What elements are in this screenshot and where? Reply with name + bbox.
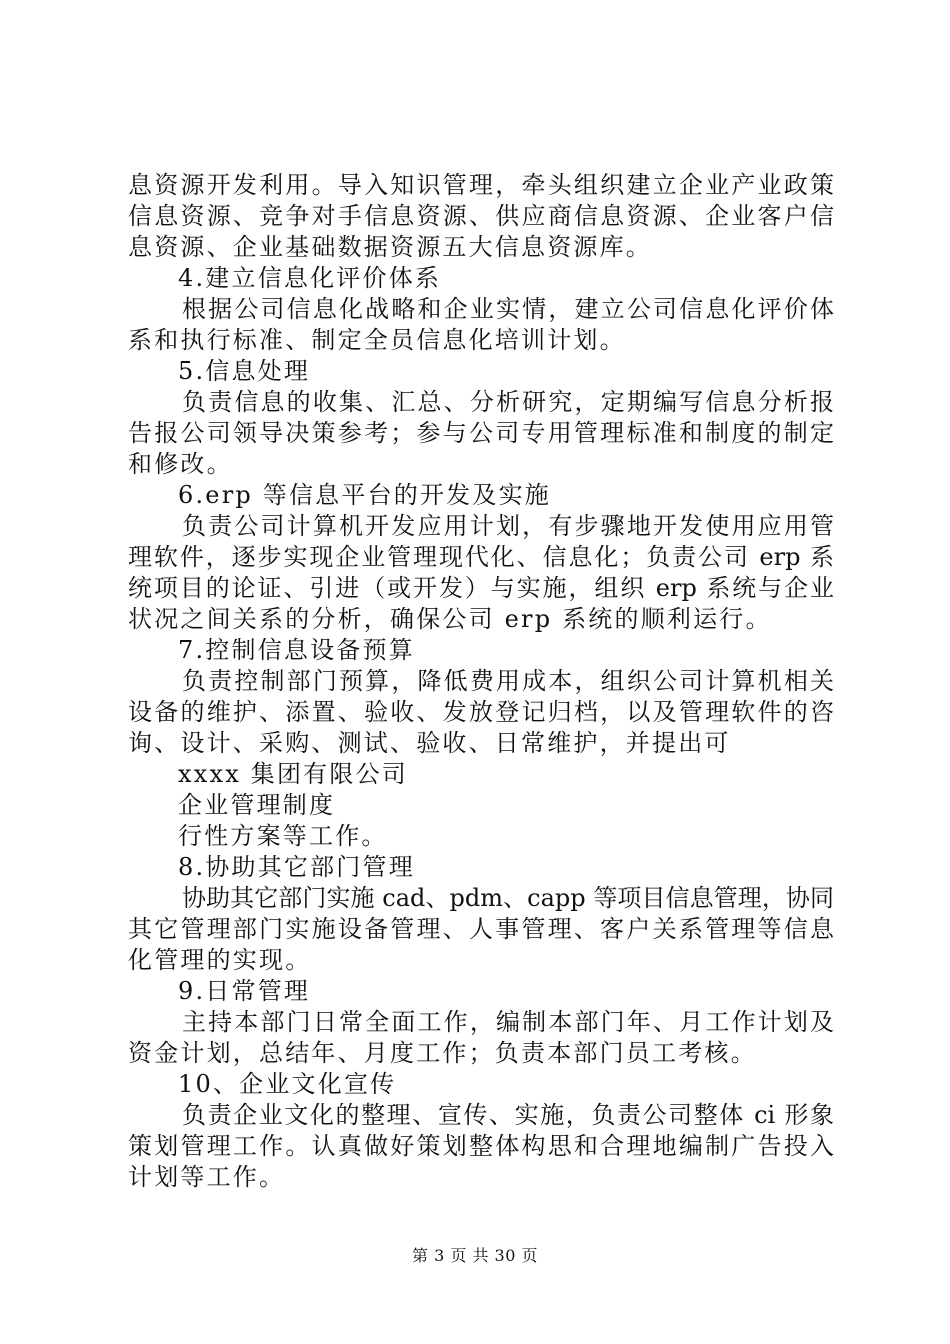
text-line: 根据公司信息化战略和企业实情，建立公司信息化评价体 bbox=[182, 295, 834, 323]
text-line: 计划等工作。 bbox=[128, 1163, 286, 1191]
text-line: 资金计划，总结年、月度工作；负责本部门员工考核。 bbox=[128, 1039, 757, 1067]
section-heading: 8.协助其它部门管理 bbox=[178, 853, 415, 881]
text-line: 负责公司计算机开发应用计划，有步骤地开发使用应用管 bbox=[182, 512, 834, 540]
section-heading: 6.erp 等信息平台的开发及实施 bbox=[178, 481, 551, 509]
text-line: 主持本部门日常全面工作，编制本部门年、月工作计划及 bbox=[182, 1008, 834, 1036]
section-heading: 5.信息处理 bbox=[178, 357, 311, 385]
text-line: 和修改。 bbox=[128, 450, 233, 478]
company-name: xxxx 集团有限公司 bbox=[178, 760, 408, 788]
text-line: 行性方案等工作。 bbox=[178, 822, 388, 850]
section-heading: 7.控制信息设备预算 bbox=[178, 636, 415, 664]
text-line: 协助其它部门实施 cad、pdm、capp 等项目信息管理，协同 bbox=[182, 884, 834, 912]
text-line: 策划管理工作。认真做好策划整体构思和合理地编制广告投入 bbox=[128, 1132, 834, 1160]
text-line: 其它管理部门实施设备管理、人事管理、客户关系管理等信息 bbox=[128, 915, 834, 943]
text-line: 负责企业文化的整理、宣传、实施，负责公司整体 ci 形象 bbox=[182, 1101, 834, 1129]
text-line: 统项目的论证、引进（或开发）与实施，组织 erp 系统与企业 bbox=[128, 574, 834, 602]
document-type: 企业管理制度 bbox=[178, 791, 336, 819]
document-body bbox=[128, 170, 834, 1193]
section-heading: 10、企业文化宣传 bbox=[178, 1070, 397, 1098]
text-line: 息资源、企业基础数据资源五大信息资源库。 bbox=[128, 233, 652, 261]
text-line: 负责信息的收集、汇总、分析研究，定期编写信息分析报 bbox=[182, 388, 834, 416]
section-heading: 9.日常管理 bbox=[178, 977, 311, 1005]
text-line: 设备的维护、添置、验收、发放登记归档，以及管理软件的咨 bbox=[128, 698, 834, 726]
text-line: 系和执行标准、制定全员信息化培训计划。 bbox=[128, 326, 626, 354]
text-line: 状况之间关系的分析，确保公司 erp 系统的顺利运行。 bbox=[128, 605, 772, 633]
text-line: 理软件，逐步实现企业管理现代化、信息化；负责公司 erp 系 bbox=[128, 543, 834, 571]
text-line: 负责控制部门预算，降低费用成本，组织公司计算机相关 bbox=[182, 667, 834, 695]
text-line: 询、设计、采购、测试、验收、日常维护，并提出可 bbox=[128, 729, 731, 757]
text-line: 息资源开发利用。导入知识管理，牵头组织建立企业产业政策 bbox=[128, 171, 834, 199]
page-number-footer: 第 3 页 共 30 页 bbox=[412, 1246, 538, 1265]
text-line: 化管理的实现。 bbox=[128, 946, 312, 974]
section-heading: 4.建立信息化评价体系 bbox=[178, 264, 442, 292]
text-line: 告报公司领导决策参考；参与公司专用管理标准和制度的制定 bbox=[128, 419, 834, 447]
text-line: 信息资源、竞争对手信息资源、供应商信息资源、企业客户信 bbox=[128, 202, 834, 230]
